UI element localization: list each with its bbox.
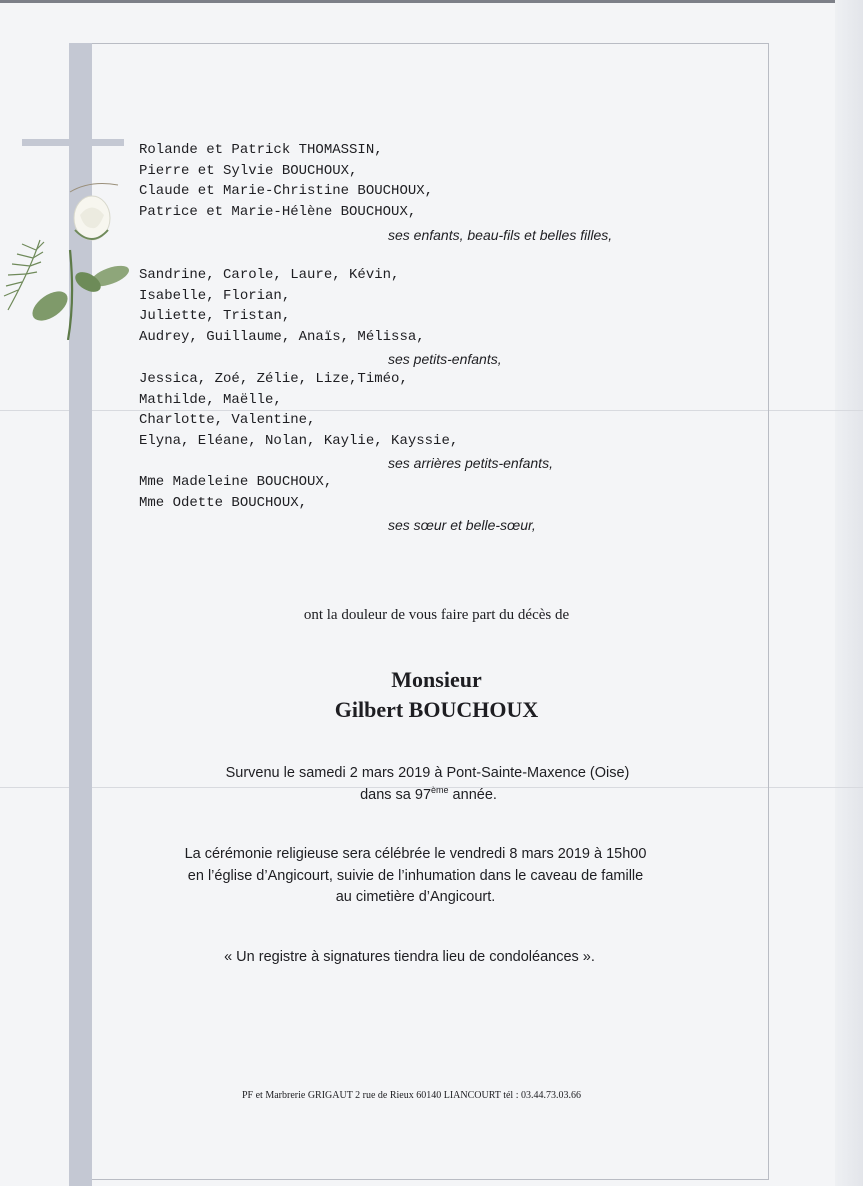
family-names-children: Rolande et Patrick THOMASSIN, Pierre et Sylvie BOUCHOUX, Claude et Marie-Christine BOUCHOUX, Patrice et Marie-Hélène BOUCHOUX, bbox=[139, 142, 434, 221]
family-names-sisters: Mme Madeleine BOUCHOUX, Mme Odette BOUCHOUX, bbox=[139, 474, 333, 511]
role-children: ses enfants, beau-fils et belles filles, bbox=[388, 227, 613, 243]
deceased-civility: Monsieur bbox=[391, 667, 482, 692]
scan-top-edge bbox=[0, 0, 863, 3]
announcement-text: ont la douleur de vous faire part du décès de bbox=[303, 607, 570, 623]
funeral-home-footer: PF et Marbrerie GRIGAUT 2 rue de Rieux 60140 LIANCOURT tél : 03.44.73.03.66 bbox=[242, 1090, 581, 1101]
ceremony-line-2: en l’église d’Angicourt, suivie de l’inhumation dans le caveau de famille bbox=[187, 868, 644, 884]
family-names-great-grandchildren: Jessica, Zoé, Zélie, Lize,Timéo, Mathilde, Maëlle, Charlotte, Valentine, Elyna, Eléane, Nolan, Kaylie, Kayssie, bbox=[139, 371, 459, 450]
family-names-grandchildren: Sandrine, Carole, Laure, Kévin, Isabelle, Florian, Juliette, Tristan, Audrey, Guillaume, Anaïs, Mélissa, bbox=[139, 267, 425, 346]
death-age: dans sa 97ème année. bbox=[360, 785, 497, 803]
death-place-date: Survenu le samedi 2 mars 2019 à Pont-Sainte-Maxence (Oise) bbox=[225, 765, 630, 781]
ceremony-line-3: au cimetière d’Angicourt. bbox=[335, 889, 496, 905]
condolences-note: « Un registre à signatures tiendra lieu de condoléances ». bbox=[224, 949, 595, 965]
ceremony-line-1: La cérémonie religieuse sera célébrée le vendredi 8 mars 2019 à 15h00 bbox=[184, 846, 647, 862]
role-grandchildren: ses petits-enfants, bbox=[388, 351, 502, 367]
rose-fern-icon bbox=[0, 180, 140, 340]
role-sisters: ses sœur et belle-sœur, bbox=[388, 517, 536, 533]
cross-bar-icon bbox=[22, 139, 124, 146]
scan-right-edge bbox=[835, 0, 863, 1186]
deceased-name: Gilbert BOUCHOUX bbox=[334, 697, 539, 722]
role-great-grandchildren: ses arrières petits-enfants, bbox=[388, 455, 553, 471]
